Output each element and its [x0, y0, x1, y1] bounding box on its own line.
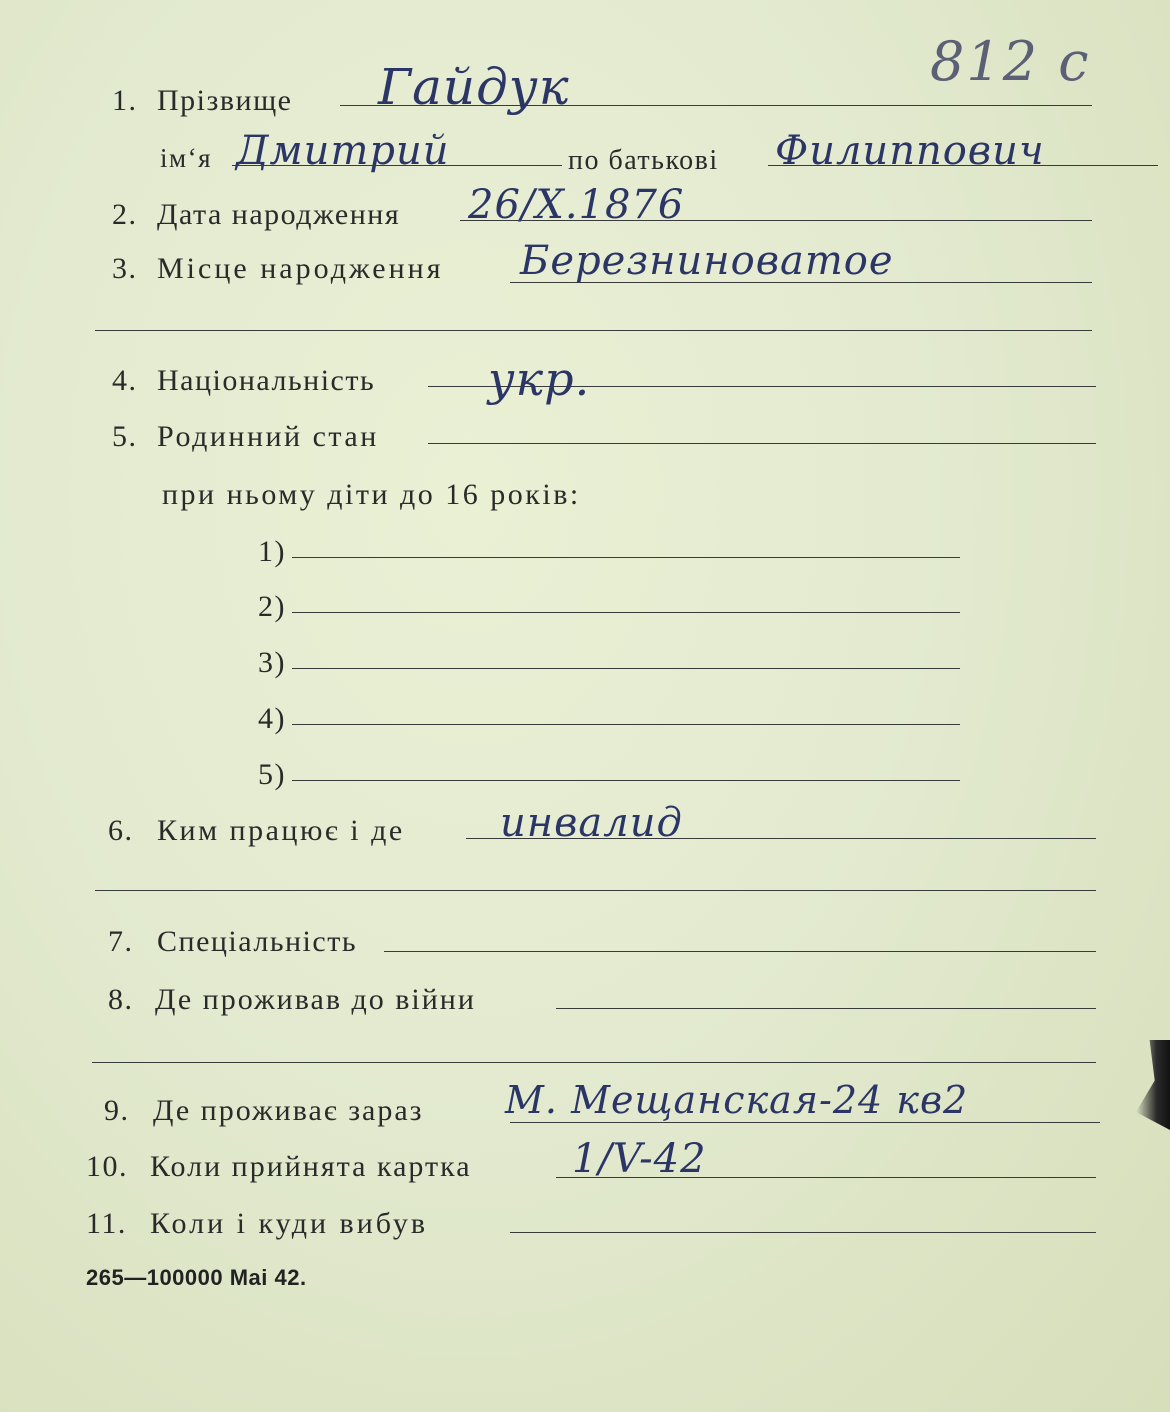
current-residence-value: М. Мещанская-24 кв2: [505, 1078, 969, 1122]
card-accepted-label: Коли прийнята картка: [150, 1150, 472, 1183]
archive-number: 812 с: [930, 30, 1091, 93]
field-number: 6.: [108, 814, 134, 847]
birth-place-value: Березниноватое: [520, 238, 894, 284]
nationality-label: Національність: [157, 364, 376, 397]
field-number: 5.: [112, 420, 138, 453]
current-residence-line: [510, 1122, 1100, 1123]
work-line-2: [95, 890, 1096, 891]
prewar-residence-label: Де проживав до війни: [155, 983, 476, 1016]
field-number: 8.: [108, 983, 134, 1016]
surname-label: Прізвище: [157, 84, 293, 117]
child-line: [292, 668, 960, 669]
card-accepted-value: 1/V-42: [572, 1136, 707, 1182]
child-number: 1): [258, 535, 286, 568]
birth-place-line-2: [95, 330, 1092, 331]
child-line: [292, 612, 960, 613]
marital-status-label: Родинний стан: [157, 420, 379, 453]
first-name-label: ім‘я: [160, 143, 212, 173]
print-imprint: 265—100000 Mai 42.: [86, 1265, 307, 1290]
marital-status-line: [428, 443, 1096, 444]
child-line: [292, 557, 960, 558]
field-number: 4.: [112, 364, 138, 397]
children-label: при ньому діти до 16 років:: [162, 478, 581, 511]
child-number: 4): [258, 702, 286, 735]
current-residence-label: Де проживає зараз: [153, 1094, 424, 1127]
field-number: 9.: [104, 1094, 130, 1127]
child-number: 5): [258, 758, 286, 791]
work-value: инвалид: [500, 800, 683, 846]
surname-value: Гайдук: [378, 58, 570, 116]
specialty-line: [384, 951, 1096, 952]
torn-edge: [1136, 1040, 1170, 1130]
field-number: 3.: [112, 252, 138, 285]
birth-date-value: 26/X.1876: [468, 182, 685, 228]
child-number: 2): [258, 590, 286, 623]
field-number: 1.: [112, 84, 138, 117]
first-name-value: Дмитрий: [236, 128, 450, 174]
work-label: Ким працює і де: [157, 814, 405, 847]
child-line: [292, 780, 960, 781]
child-number: 3): [258, 646, 286, 679]
specialty-label: Спеціальність: [157, 925, 357, 958]
nationality-value: укр.: [488, 352, 591, 406]
child-line: [292, 724, 960, 725]
field-number: 2.: [112, 198, 138, 231]
prewar-residence-line-2: [92, 1062, 1096, 1063]
field-number: 10.: [86, 1150, 128, 1183]
prewar-residence-line: [556, 1008, 1096, 1009]
departure-label: Коли і куди вибув: [150, 1207, 429, 1240]
departure-line: [510, 1232, 1096, 1233]
patronymic-value: Филиппович: [775, 128, 1045, 174]
field-number: 7.: [108, 925, 134, 958]
field-number: 11.: [86, 1207, 127, 1240]
birth-place-label: Місце народження: [157, 252, 444, 285]
patronymic-label: по батькові: [568, 145, 719, 176]
birth-date-label: Дата народження: [157, 198, 401, 231]
